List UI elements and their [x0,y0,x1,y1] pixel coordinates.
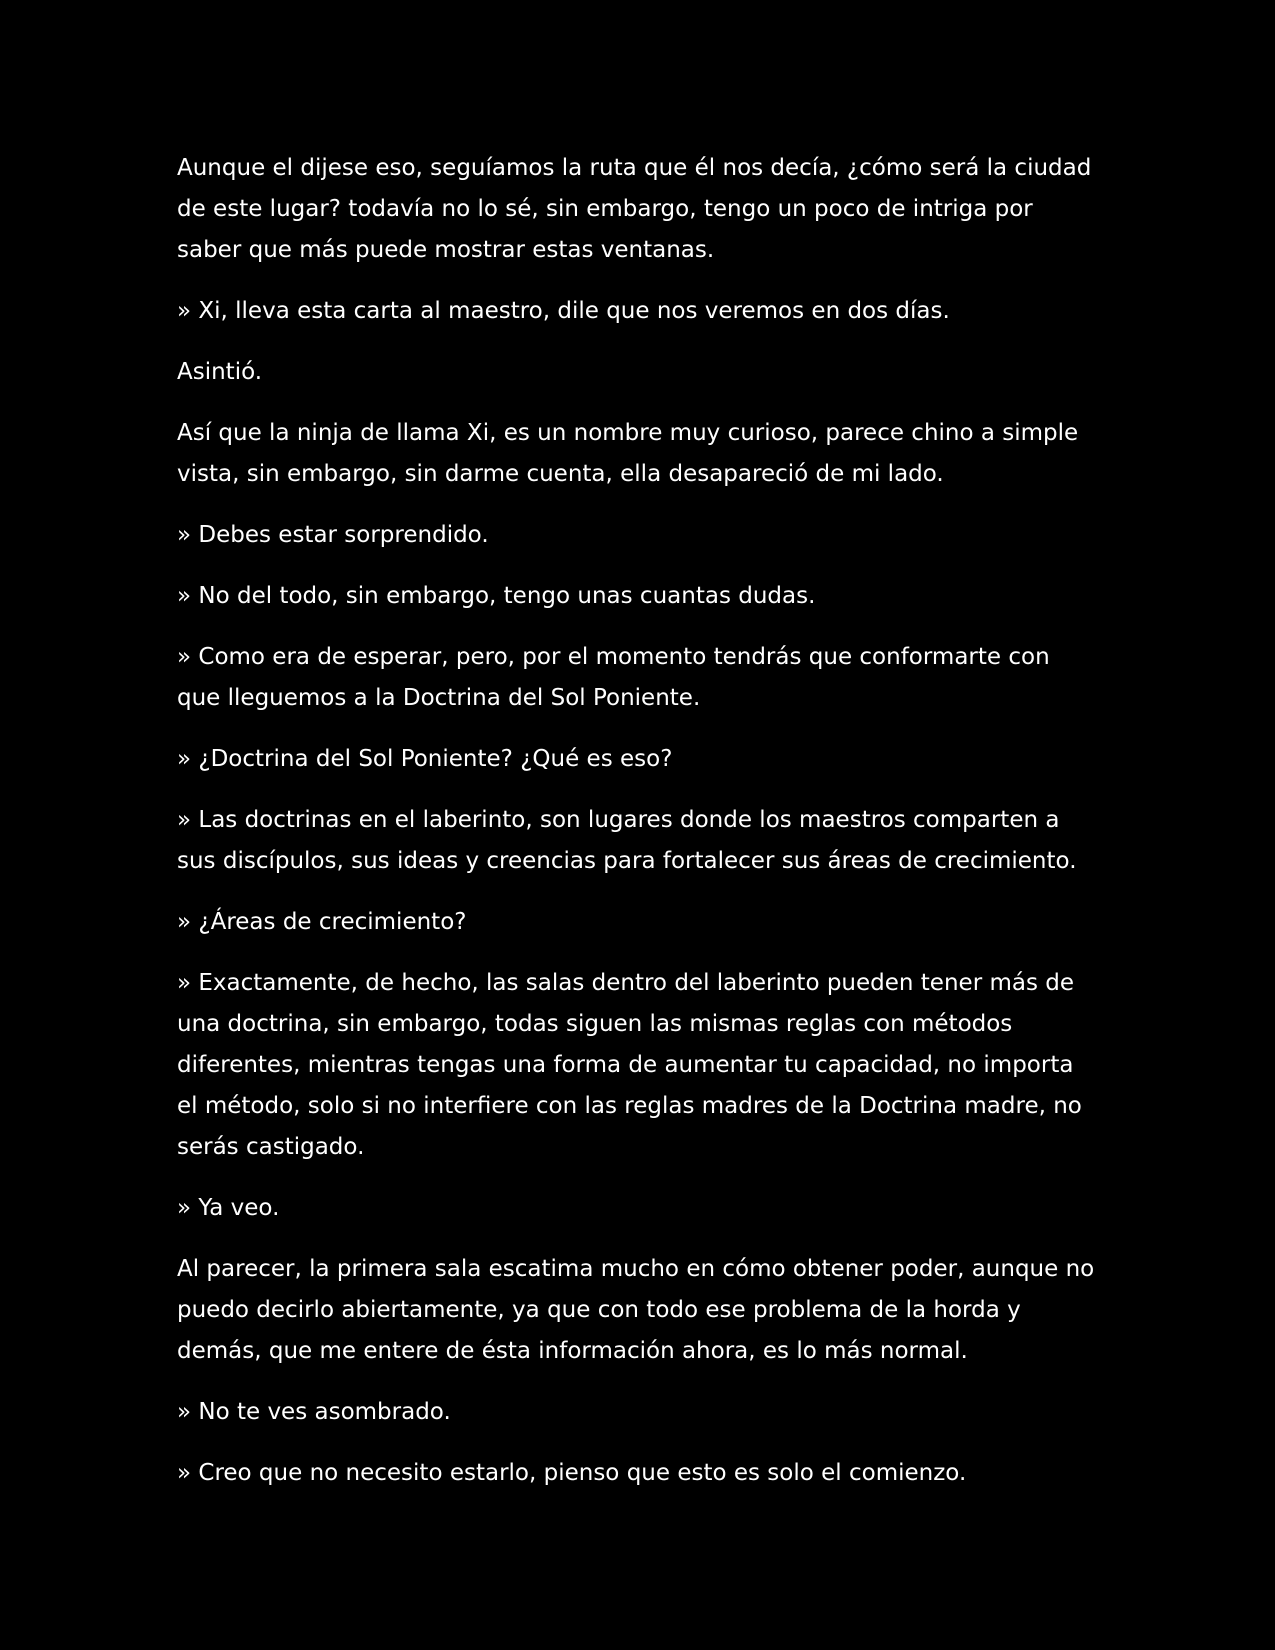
paragraph-15: » Creo que no necesito estarlo, pienso que esto es solo el comienzo. [177,1460,967,1486]
paragraph-3: Asintió. [177,359,263,385]
paragraph-2: » Xi, lleva esta carta al maestro, dile que nos veremos en dos días. [177,298,950,324]
paragraph-11: » Exactamente, de hecho, las salas dentro del laberinto pueden tener más de una doctrina, sin embargo, todas siguen las mismas reglas con métodos diferentes, mientras tengas una forma de aumentar tu capacidad, no importa el método, solo si no interfiere con las reglas madres de la Doctrina madre, no serás castigado. [177,970,1082,1160]
paragraph-5: » Debes estar sorprendido. [177,522,489,548]
paragraph-7: » Como era de esperar, pero, por el momento tendrás que conformarte con que lleguemos a la Doctrina del Sol Poniente. [177,644,1050,711]
paragraph-1: Aunque el dijese eso, seguíamos la ruta que él nos decía, ¿cómo será la ciudad de este lugar? todavía no lo sé, sin embargo, tengo un poco de intriga por saber que más puede mostrar estas ventanas. [177,155,1092,263]
paragraph-10: » ¿Áreas de crecimiento? [177,909,467,935]
paragraph-4: Así que la ninja de llama Xi, es un nombre muy curioso, parece chino a simple vista, sin embargo, sin darme cuenta, ella desapareció de mi lado. [177,420,1079,487]
paragraph-13: Al parecer, la primera sala escatima mucho en cómo obtener poder, aunque no puedo decirlo abiertamente, ya que con todo ese problema de la horda y demás, que me entere de ésta información ahora, es lo más normal. [177,1256,1095,1364]
paragraph-9: » Las doctrinas en el laberinto, son lugares donde los maestros comparten a sus discípulos, sus ideas y creencias para fortalecer sus áreas de crecimiento. [177,807,1077,874]
paragraph-6: » No del todo, sin embargo, tengo unas cuantas dudas. [177,583,816,609]
paragraph-14: » No te ves asombrado. [177,1399,451,1425]
paragraph-8: » ¿Doctrina del Sol Poniente? ¿Qué es eso? [177,746,673,772]
paragraph-12: » Ya veo. [177,1195,280,1221]
